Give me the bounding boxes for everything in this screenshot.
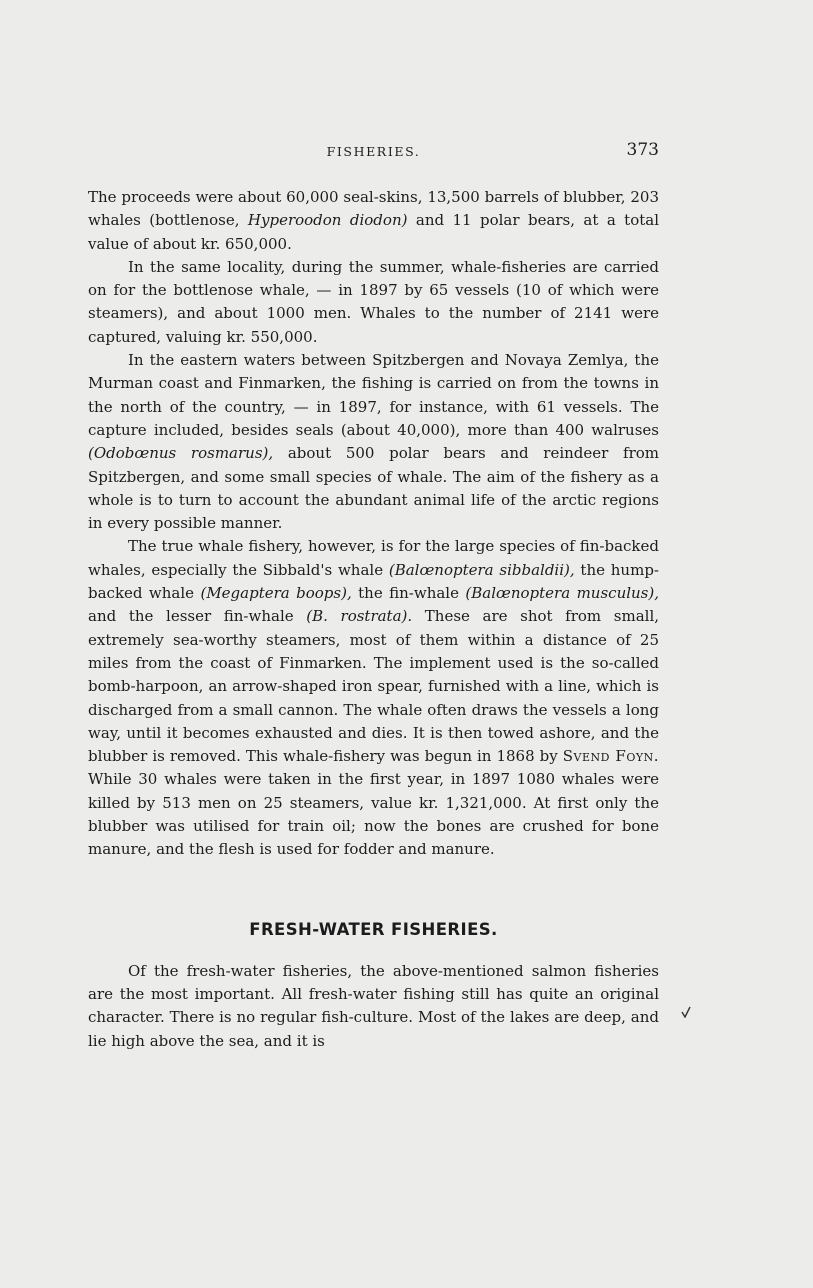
text-span: The true whale fishery, however, is for the large species of fin-backed whales, especially the Sibbald's whale xyxy=(88,537,659,579)
species-name: (Megaptera boops), xyxy=(200,584,352,603)
text-span: the hump-backed whale xyxy=(88,560,659,603)
paragraph-proceeds xyxy=(88,186,659,256)
text-span: the fin-whale xyxy=(351,584,466,603)
paragraph-fresh-water: Of the fresh-water fisheries, the above-mentioned salmon fisheries are the most important. All fresh-water fishing still has quite an original character. There is no regular fish-culture. Most of the lakes are deep, and lie high above the sea, and it is xyxy=(88,961,659,1050)
text-span: and the lesser fin-whale xyxy=(88,607,307,626)
species-name: (Odobœnus rosmarus), xyxy=(88,444,274,463)
text-span: The proceeds were about 60,000 seal-skins, 13,500 barrels of blubber, 203 whales (bottlenose, xyxy=(88,188,659,230)
text-span: and 11 polar bears, at a total value of about kr. 650,000. xyxy=(88,211,660,253)
text-span: These are shot from small, extremely sea-worthy steamers, most of them within a distance of 25 miles from the coast of Finmarken. The implement used is the so-called bomb-harpoon, an arrow-shaped iron spear, furnished with a line, which is discharged from a small cannon. The whale often draws the vessels a long way, until it becomes exhausted and dies. It is then towed ashore, and the blubber is removed. This whale-fishery was begun in 1868 by xyxy=(88,607,660,766)
pencil-tick-mark xyxy=(681,1006,691,1018)
species-name: (Balœnoptera musculus), xyxy=(465,584,659,603)
species-name: (Balœnoptera sibbaldii), xyxy=(388,560,575,579)
section-heading: FRESH-WATER FISHERIES. xyxy=(249,919,498,939)
book-page xyxy=(88,140,659,1053)
body-text xyxy=(88,186,659,1053)
person-name: Svend Foyn. xyxy=(562,747,659,766)
paragraph-true-whale-fishery xyxy=(88,535,659,861)
paragraph-eastern-waters xyxy=(88,349,659,535)
species-name: Hyperoodon diodon) xyxy=(247,211,408,230)
text-span: While 30 whales were taken in the first year, in 1897 1080 whales were killed by 513 men on 25 steamers, value kr. 1,321,000. At first only the blubber was utilised for train oil; now the bones are crushed for bone manure, and the flesh is used for fodder and manure. xyxy=(88,770,659,859)
species-name: (B. rostrata). xyxy=(306,607,413,626)
text-span: In the eastern waters between Spitzbergen and Novaya Zemlya, the Murman coast and Finmarken, the fishing is carried on from the towns in the north of the country, — in 1897, for instance, with 61 vessels. The capture included, besides seals (about 40,000), more than 400 walruses xyxy=(88,351,659,439)
text-span: In the same locality, during the summer, whale-fisheries are carried on for the bottlenose whale, — in 1897 by 65 vessels (10 of which were steamers), and about 1000 men. Whales to the number of 2141 were captured, valuing kr. 550,000. xyxy=(88,257,659,346)
text-span: about 500 polar bears and reindeer from Spitzbergen, and some small species of whale. The aim of the fishery as a whole is to turn to account the abundant animal life of the arctic regions in every possible manner. xyxy=(88,444,659,533)
paragraph-summer-whaling xyxy=(88,256,659,349)
running-title: FISHERIES. xyxy=(326,144,421,159)
running-head xyxy=(88,140,659,166)
page-number: 373 xyxy=(626,140,659,160)
